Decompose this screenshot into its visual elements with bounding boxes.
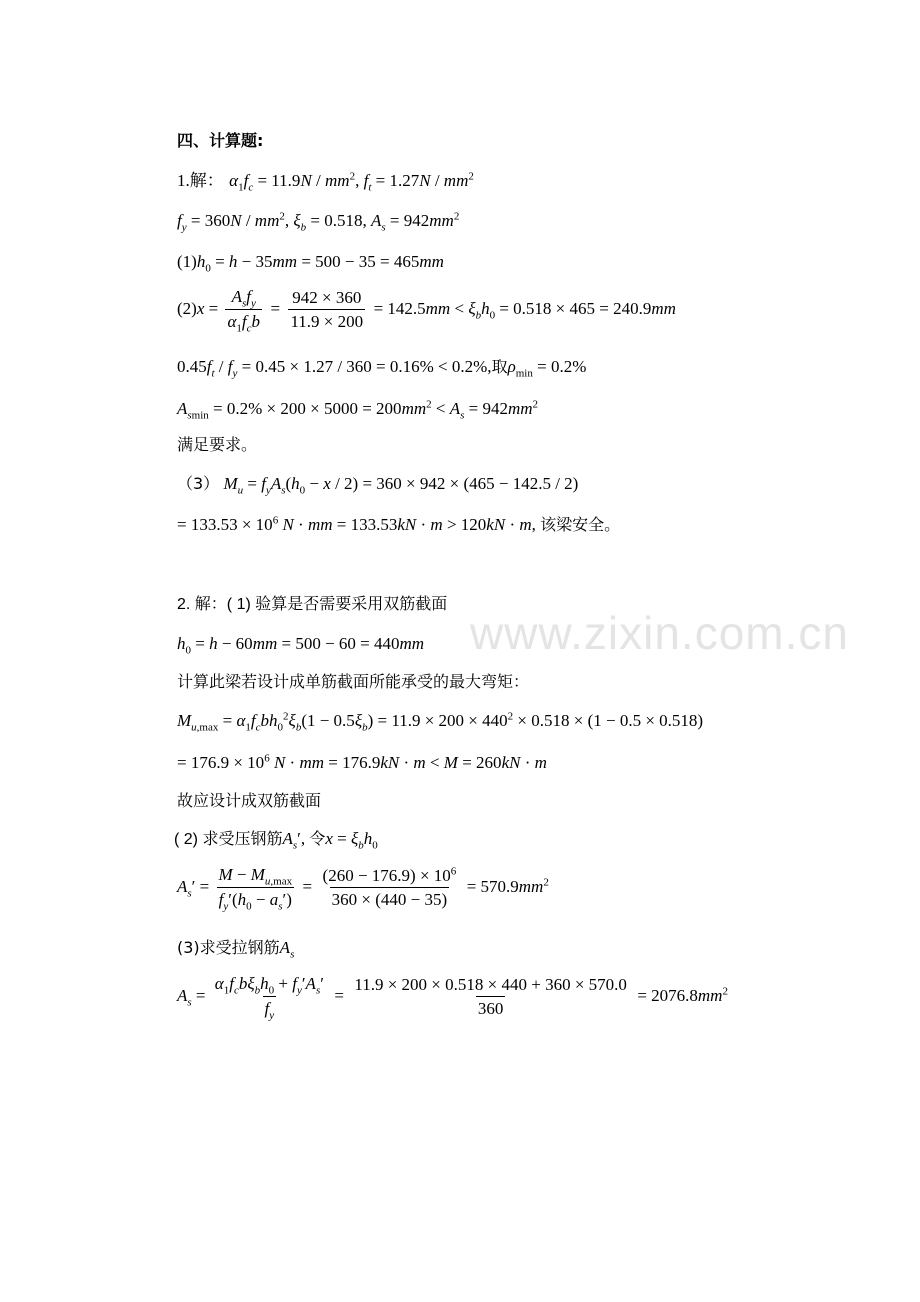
p2-double-text: 故应设计成双筋截面	[177, 791, 322, 810]
p2-line-4: $M_{u,max} = \alpha_1f_cbh_0^2\xi_b(1 - 0.5\xi_b) = 11.9 \times 200 \times 440^2 \times 0.518 \times (1 - 0.5 \times 0.518)$	[177, 710, 704, 734]
p1-intro: 1.解：	[177, 171, 224, 190]
p2-line-9: (3)求受拉钢筋$A_s$	[177, 938, 295, 961]
p2-calc-text: 计算此梁若设计成单筋截面所能承受的最大弯矩：	[177, 672, 530, 691]
p1-satisfy: 满足要求。	[177, 435, 258, 454]
p1-line-1: 1.解： $\alpha_1f_c = 11.9N / mm^2$, $f_t = 1.27N / mm^2$	[177, 170, 474, 194]
p1-line-4: (2)x = $\frac{A_sf_y}{\alpha_1f_cb}$ = $\frac{942 \times 360}{11.9 \times 200}$ = $142.5mm < \xi_bh_0 = 0.518 \times 465 = 240.9mm$	[177, 287, 676, 335]
p1-line-8: （3） $M_u = f_yA_s(h_0 - x / 2) = 360 \times 942 \times (465 - 142.5 / 2)$	[177, 474, 579, 497]
p2-line-7: ( 2) 求受压钢筋$A_s'$, 令$x = \xi_bh_0$	[174, 829, 378, 852]
section-title: 四、计算题:	[177, 131, 264, 150]
p1-line-5: $0.45f_t / f_y = 0.45 \times 1.27 / 360 = 0.16\% < 0.2\%$,取$\rho_{min} = 0.2\%$	[177, 357, 587, 380]
p2-intro: 2. 解：( 1) 验算是否需要采用双筋截面	[177, 596, 448, 613]
p1-line-2: $f_y = 360N / mm^2$, $\xi_b = 0.518$, $A_s = 942mm^2$	[177, 210, 460, 234]
p2-line-8: $A_s'$ = $\frac{M - M_{u,max}}{f_y'(h_0 - a_s')}$ = $\frac{(260 - 176.9) \times 10^6}{360 \times (440 - 35)}$ = $570.9mm^2$	[177, 865, 549, 913]
p1-line-9: = $133.53 \times 10^6$ N · mm = 133.53kN · m > 120kN · m, 该梁安全。	[177, 514, 621, 534]
p1-line-3: $(1)h_0 = h - 35mm = 500 - 35 = 465mm$	[177, 252, 444, 275]
p2-line-5: = $176.9 \times 10^6$ N · mm = 176.9kN · m < M = 260kN · m	[177, 752, 547, 772]
p2-line-10: $A_s$ = $\frac{\alpha_1f_cb\xi_bh_0 + f_y'A_s'}{f_y}$ = $\frac{11.9 \times 200 \times 0.518 \times 440 + 360 \times 570.0}{360}$ = $2076.8mm^2$	[177, 974, 728, 1022]
p1-line-6: $A_{smin} = 0.2\% \times 200 \times 5000 = 200mm^2 < A_s = 942mm^2$	[177, 398, 539, 422]
p2-line-2: $h_0 = h - 60mm = 500 - 60 = 440mm$	[177, 634, 425, 657]
watermark: www.zixin.com.cn	[470, 607, 849, 659]
